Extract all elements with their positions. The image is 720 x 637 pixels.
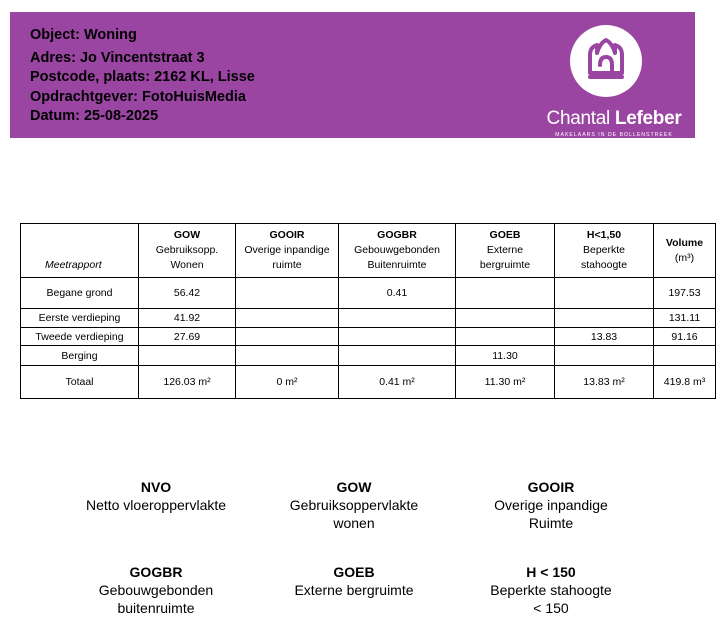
column-code: H<1,50 — [586, 229, 622, 241]
total-cell: 13.83 m² — [555, 366, 654, 399]
measurement-table — [20, 223, 716, 399]
brand-name — [541, 108, 687, 130]
column-desc: Gebouwgebonden — [354, 244, 440, 256]
legend-code: H < 150 — [526, 564, 576, 580]
legend-desc: Overige inpandige — [494, 497, 608, 513]
legend-item — [254, 478, 454, 532]
legend-code: GOOIR — [527, 479, 575, 495]
legend-desc: < 150 — [533, 600, 569, 616]
column-code: GOW — [173, 229, 201, 241]
table-cell: 0.41 — [339, 278, 456, 309]
column-desc: Buitenruimte — [367, 259, 427, 271]
table-header-row — [21, 224, 716, 278]
table-cell — [456, 309, 555, 328]
table-cell: 197.53 — [654, 278, 716, 309]
object-line: Object: Woning — [30, 27, 137, 43]
table-title: Meetrapport — [21, 224, 139, 278]
table-cell — [339, 346, 456, 366]
brand-tagline: MAKELAARS IN DE BOLLENSTREEK — [555, 132, 673, 138]
column-header-gooir — [236, 224, 339, 278]
table-cell — [236, 309, 339, 328]
column-desc: bergruimte — [479, 259, 531, 271]
table-cell — [456, 328, 555, 346]
table-cell — [339, 328, 456, 346]
legend-desc: Gebruiksoppervlakte — [289, 497, 419, 513]
column-header-h150 — [555, 224, 654, 278]
table-cell: 56.42 — [139, 278, 236, 309]
table-cell — [555, 346, 654, 366]
table-row — [21, 346, 716, 366]
client-line: Opdrachtgever: FotoHuisMedia — [30, 88, 246, 105]
legend-item — [451, 563, 651, 617]
column-header-gogbr — [339, 224, 456, 278]
table-cell — [555, 278, 654, 309]
table-row — [21, 328, 716, 346]
total-cell: 0 m² — [236, 366, 339, 399]
table-cell: 27.69 — [139, 328, 236, 346]
legend-desc: wonen — [333, 515, 375, 531]
address-line: Adres: Jo Vincentstraat 3 — [30, 49, 205, 66]
column-desc: Beperkte — [582, 244, 626, 256]
table-cell: 131.11 — [654, 309, 716, 328]
row-label: Begane grond — [21, 278, 139, 309]
column-code: GOOIR — [269, 229, 305, 241]
legend-item — [56, 478, 256, 514]
table-cell — [236, 346, 339, 366]
legend-desc: Netto vloeroppervlakte — [85, 497, 227, 513]
column-desc: Externe — [486, 244, 524, 256]
postcode-line: Postcode, plaats: 2162 KL, Lisse — [30, 69, 255, 85]
legend-code: GOW — [336, 479, 372, 495]
tulip-house-icon — [570, 25, 642, 97]
legend-desc: Gebouwgebonden — [98, 582, 214, 598]
legend-item — [451, 478, 651, 532]
table-cell — [236, 278, 339, 309]
table-cell — [654, 346, 716, 366]
table-cell — [456, 278, 555, 309]
object-details — [30, 26, 255, 127]
report-header — [10, 12, 695, 138]
column-desc: ruimte — [272, 259, 302, 271]
total-cell: 126.03 m² — [139, 366, 236, 399]
date-line: Datum: 25-08-2025 — [30, 108, 159, 124]
column-desc: stahoogte — [580, 259, 628, 271]
legend-desc: Ruimte — [528, 515, 574, 531]
legend-code: GOEB — [333, 564, 375, 580]
table-cell: 91.16 — [654, 328, 716, 346]
legend-desc: Beperkte stahoogte — [490, 582, 612, 598]
table-cell: 11.30 — [456, 346, 555, 366]
column-header-volume — [654, 224, 716, 278]
legend-item — [254, 563, 454, 599]
column-code: GOEB — [489, 229, 521, 241]
total-cell: 11.30 m² — [456, 366, 555, 399]
row-label: Berging — [21, 346, 139, 366]
total-label: Totaal — [21, 366, 139, 399]
column-desc: (m³) — [674, 251, 695, 264]
table-cell — [339, 309, 456, 328]
table-cell — [555, 309, 654, 328]
brand-first-name: Chantal — [546, 108, 610, 129]
legend-desc: buitenruimte — [117, 600, 195, 616]
brand-last-name: Lefeber — [614, 108, 682, 129]
column-code: Volume — [665, 236, 704, 249]
total-cell: 419.8 m³ — [654, 366, 716, 399]
table-cell — [139, 346, 236, 366]
column-desc: Wonen — [170, 259, 204, 271]
column-header-gow — [139, 224, 236, 278]
table-total-row — [21, 366, 716, 399]
legend-desc: Externe bergruimte — [294, 582, 414, 598]
column-code: GOGBR — [377, 229, 417, 241]
table-cell — [236, 328, 339, 346]
table-cell: 41.92 — [139, 309, 236, 328]
column-desc: Overige inpandige — [244, 244, 330, 256]
total-cell: 0.41 m² — [339, 366, 456, 399]
column-desc: Gebruiksopp. — [155, 244, 219, 256]
legend-code: NVO — [140, 479, 172, 495]
row-label: Tweede verdieping — [21, 328, 139, 346]
row-label: Eerste verdieping — [21, 309, 139, 328]
column-header-goeb — [456, 224, 555, 278]
legend-code: GOGBR — [129, 564, 183, 580]
table-row — [21, 278, 716, 309]
table-cell: 13.83 — [555, 328, 654, 346]
legend-item — [56, 563, 256, 617]
table-row — [21, 309, 716, 328]
